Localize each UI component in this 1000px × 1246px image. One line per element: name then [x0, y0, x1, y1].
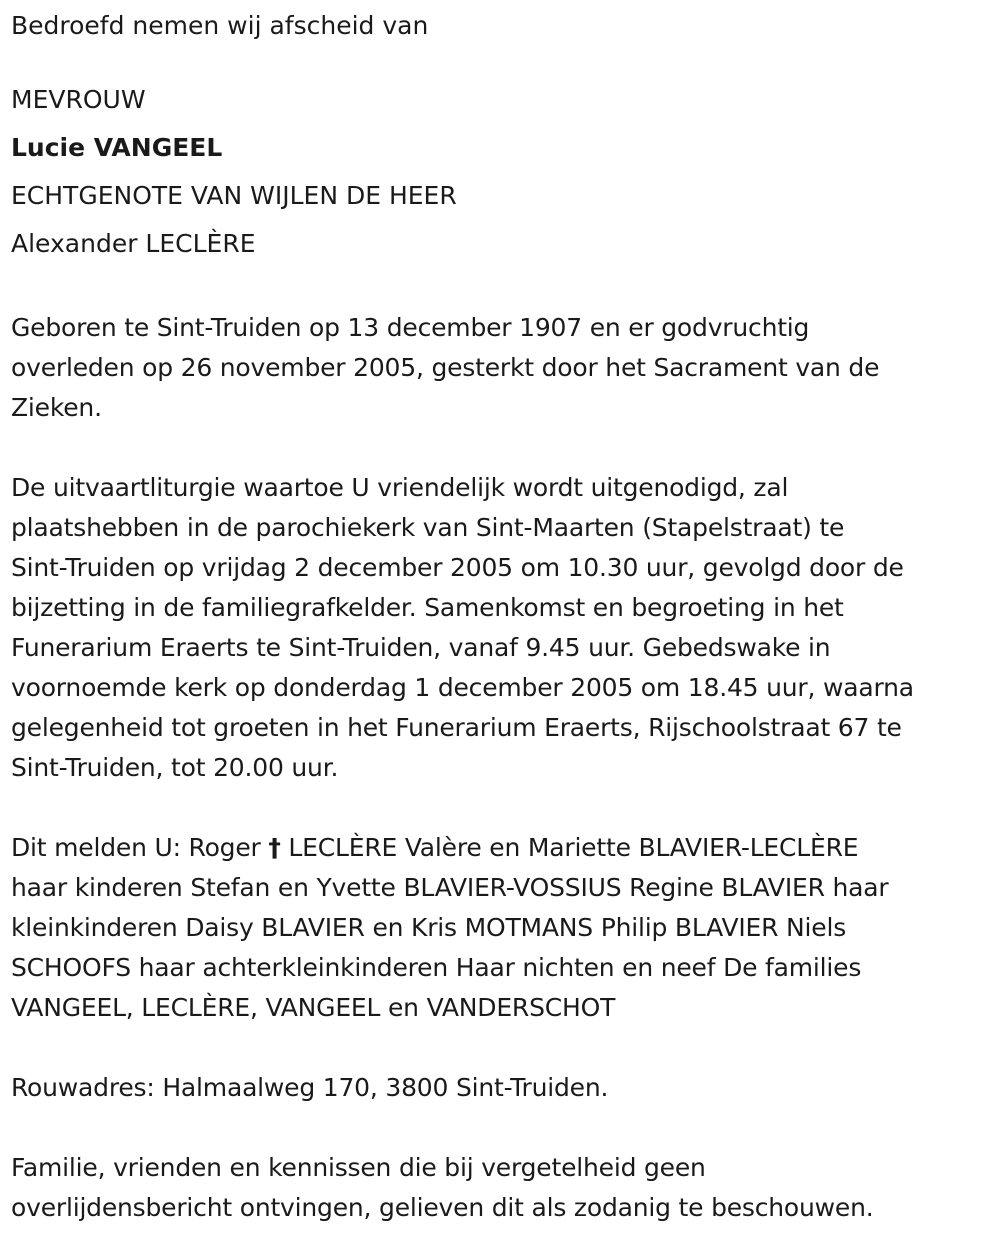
paragraph-line: haar kinderen Stefan en Yvette BLAVIER-VOSSIUS Regine BLAVIER haar — [11, 873, 889, 902]
funeral-paragraph — [11, 468, 990, 788]
birth-death-paragraph — [11, 308, 990, 428]
announcers-lead-rest: LECLÈRE Valère en Mariette BLAVIER-LECLÈRE — [280, 833, 859, 862]
address-paragraph — [11, 1068, 990, 1108]
paragraph-line: Sint-Truiden op vrijdag 2 december 2005 om 10.30 uur, gevolgd door de — [11, 553, 904, 582]
deceased-block — [11, 76, 990, 268]
intro-text: Bedroefd nemen wij afscheid van — [11, 11, 429, 40]
cross-icon: † — [268, 833, 281, 862]
paragraph-line: Zieken. — [11, 393, 102, 422]
paragraph-line: bijzetting in de familiegrafkelder. Samenkomst en begroeting in het — [11, 593, 844, 622]
paragraph-line — [11, 828, 990, 868]
paragraph-line: De uitvaartliturgie waartoe U vriendelijk wordt uitgenodigd, zal — [11, 473, 789, 502]
address-text: Rouwadres: Halmaalweg 170, 3800 Sint-Truiden. — [11, 1073, 609, 1102]
paragraph-line: Sint-Truiden, tot 20.00 uur. — [11, 753, 339, 782]
paragraph-line: voornoemde kerk op donderdag 1 december 2005 om 18.45 uur, waarna — [11, 673, 914, 702]
deceased-name: Lucie VANGEEL — [11, 133, 223, 162]
paragraph-line: kleinkinderen Daisy BLAVIER en Kris MOTMANS Philip BLAVIER Niels — [11, 913, 847, 942]
paragraph-line: overleden op 26 november 2005, gesterkt door het Sacrament van de — [11, 353, 880, 382]
spouse-name: Alexander LECLÈRE — [11, 229, 256, 258]
paragraph-line: Familie, vrienden en kennissen die bij vergetelheid geen — [11, 1153, 706, 1182]
deceased-title: MEVROUW — [11, 85, 146, 114]
paragraph-line: SCHOOFS haar achterkleinkinderen Haar nichten en neef De families — [11, 953, 862, 982]
announcers-paragraph — [11, 828, 990, 1028]
paragraph-line: Funerarium Eraerts te Sint-Truiden, vanaf 9.45 uur. Gebedswake in — [11, 633, 831, 662]
paragraph-line: plaatshebben in de parochiekerk van Sint-Maarten (Stapelstraat) te — [11, 513, 845, 542]
announcers-lead: Dit melden U: Roger — [11, 833, 269, 862]
closing-paragraph — [11, 1148, 990, 1228]
deceased-relation: ECHTGENOTE VAN WIJLEN DE HEER — [11, 181, 457, 210]
paragraph-line: gelegenheid tot groeten in het Funerarium Eraerts, Rijschoolstraat 67 te — [11, 713, 902, 742]
paragraph-line: overlijdensbericht ontvingen, gelieven dit als zodanig te beschouwen. — [11, 1193, 874, 1222]
paragraph-line: VANGEEL, LECLÈRE, VANGEEL en VANDERSCHOT — [11, 993, 616, 1022]
paragraph-line: Geboren te Sint-Truiden op 13 december 1907 en er godvruchtig — [11, 313, 810, 342]
